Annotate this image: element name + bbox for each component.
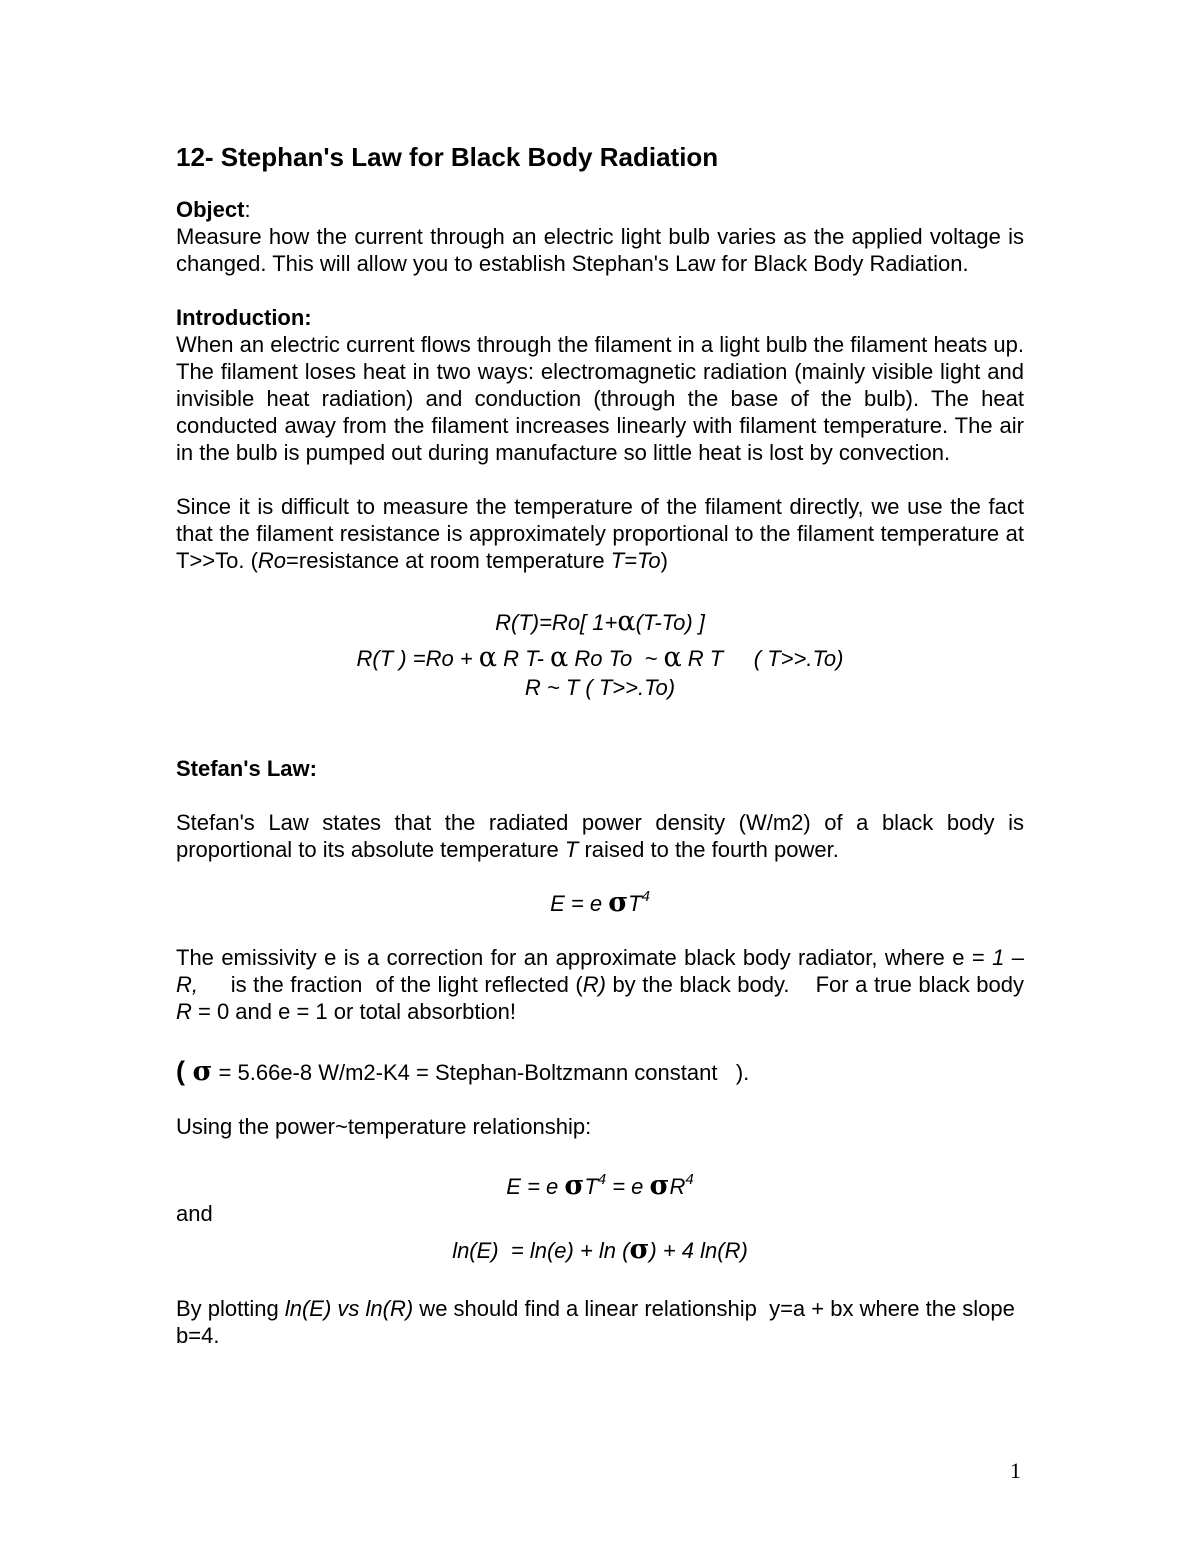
using-line: Using the power~temperature relationship: <box>176 1114 592 1139</box>
object-colon: : <box>244 197 251 222</box>
alpha-symbol: α <box>550 642 569 673</box>
sigma-symbol: σ <box>564 1170 585 1201</box>
introduction-paragraph-1: When an electric current flows through the filament in a light bulb the filament heats up. The filament loses heat in two ways: electromagnetic radiation (mainly visible light and invisible heat radiation) and conduction (through the base of the bulb). The heat conducted away from the filament increases linearly with filament temperature. The air in the bulb is pumped out during manufacture so little heat is lost by convection. <box>176 332 1024 465</box>
constant-line: ( σ = 5.66e-8 W/m2-K4 = Stephan-Boltzmann constant ). <box>176 1056 750 1087</box>
sigma-symbol: σ <box>608 887 629 918</box>
object-heading: Object <box>176 197 245 222</box>
sigma-symbol: σ <box>649 1170 670 1201</box>
emissivity-paragraph: The emissivity e is a correction for an approximate black body radiator, where e = 1 – R, is the fraction of the light reflected (R) by the black body. For a true black body R = 0 and e = 1 or total absorbtion! <box>176 945 1031 1024</box>
and-word: and <box>176 1201 213 1226</box>
object-text: Measure how the current through an electric light bulb varies as the applied voltage is changed. This will allow you to establish Stephan's Law for Black Body Radiation. <box>176 224 1024 276</box>
introduction-paragraph-2: Since it is difficult to measure the temperature of the filament directly, we use the fact that the filament resistance is approximately proportional to the filament temperature at T>>To. (Ro=resistance at room temperature T=To) <box>176 494 1024 573</box>
alpha-symbol: α <box>663 642 682 673</box>
plotting-paragraph: By plotting ln(E) vs ln(R) we should find a linear relationship y=a + bx where the slope b=4. <box>176 1296 1022 1348</box>
equation-resistance-1: R(T)=Ro[ 1+α(T-To) ] <box>495 606 705 637</box>
equation-resistance-3: R ~ T ( T>>.To) <box>524 675 676 700</box>
alpha-symbol: α <box>478 642 498 673</box>
page-number: 1 <box>1010 1458 1021 1483</box>
alpha-symbol: α <box>617 606 636 637</box>
sigma-symbol: σ <box>192 1056 213 1087</box>
equation-resistance-2: R(T ) =Ro + α R T- α Ro To ~ α R T ( T>>.To) <box>356 642 844 673</box>
document-page <box>176 140 1031 1349</box>
page-title: 12- Stephan's Law for Black Body Radiation <box>176 142 719 172</box>
equation-stefan: E = e $\sigma T^4$ <box>550 887 650 918</box>
sigma-symbol: σ <box>629 1234 650 1265</box>
object-heading-line <box>176 196 1024 223</box>
stefan-heading: Stefan's Law: <box>176 756 317 781</box>
equation-log: ln(E) = ln(e) + ln (σ) + 4 ln(R) <box>452 1234 748 1265</box>
equation-power: E = e $\sigma T^4 = e$ $\sigma R^4$ <box>506 1170 694 1201</box>
introduction-heading: Introduction: <box>176 305 312 330</box>
stefan-paragraph-1: Stefan's Law states that the radiated power density (W/m2) of a black body is proportional to its absolute temperature T raised to the fourth power. <box>176 810 1024 862</box>
